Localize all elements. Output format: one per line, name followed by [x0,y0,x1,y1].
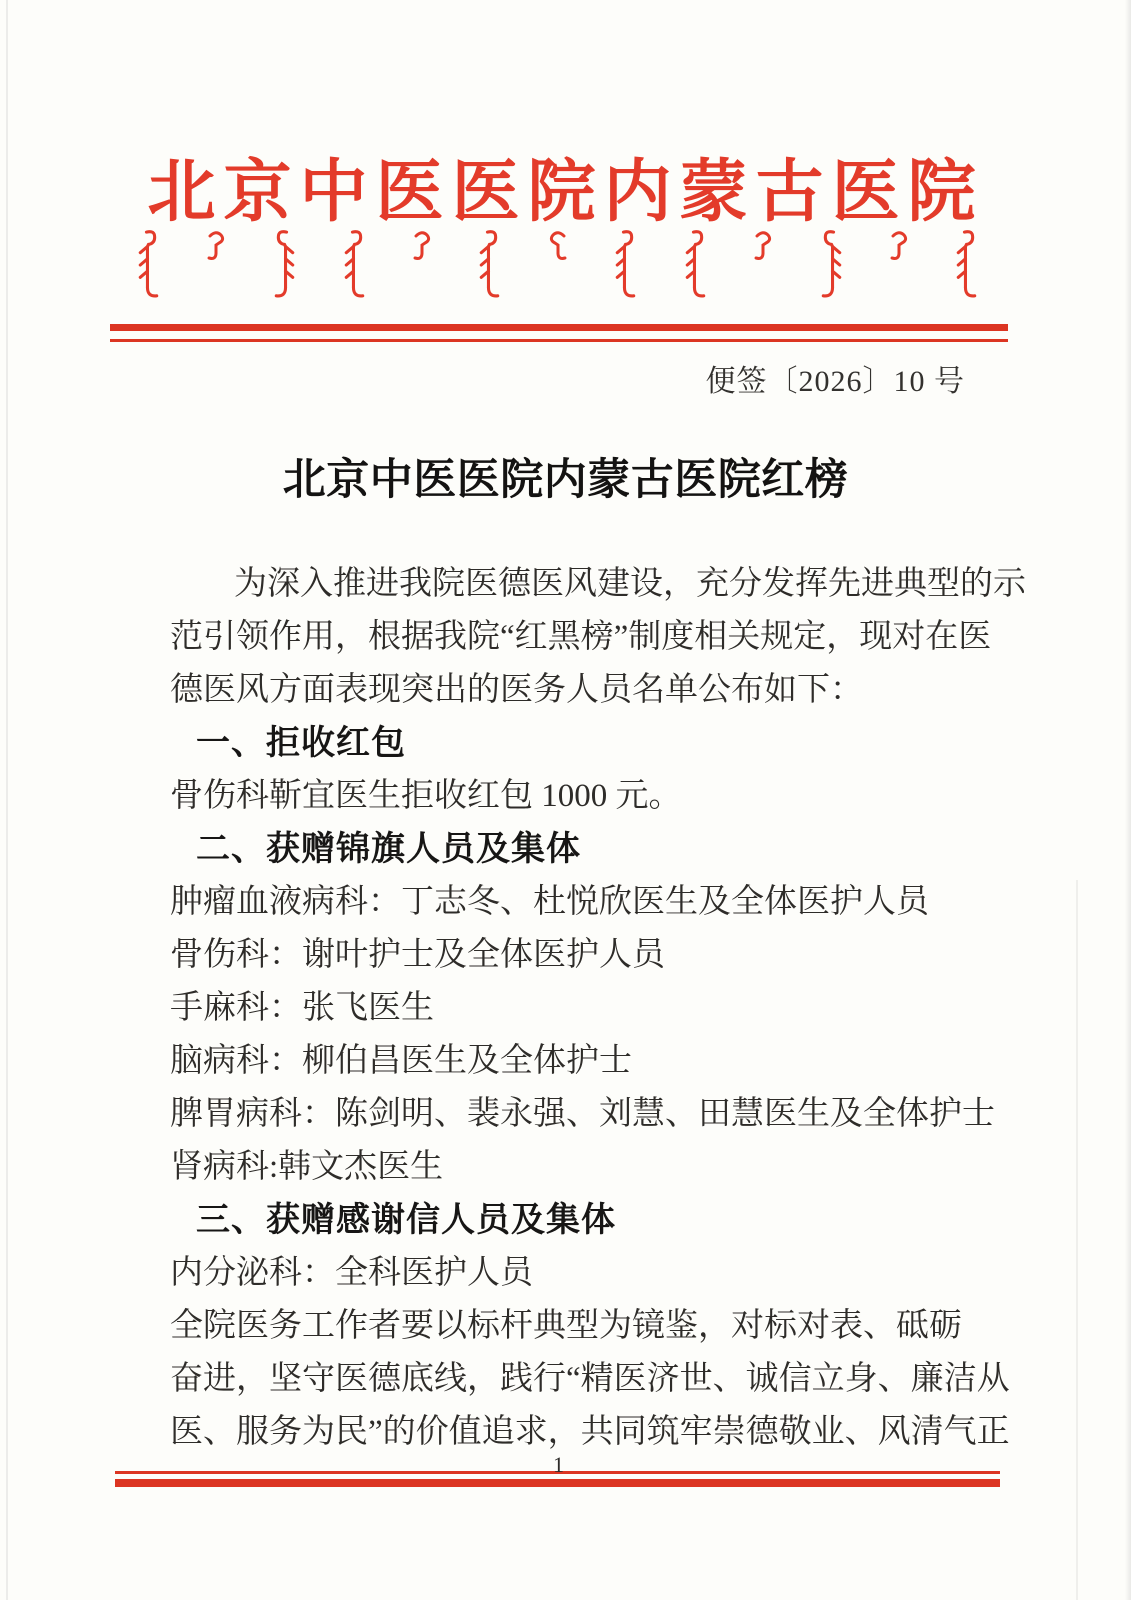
doc-title: 北京中医医院内蒙古医院红榜 [282,457,849,504]
scan-edge-artifact [1076,880,1078,1600]
body-line: 为深入推进我院医德医风建设，充分发挥先进典型的示 [234,566,1026,602]
body-line: 手麻科：张飞医生 [170,990,434,1026]
doc-number: 便签〔2026〕10 号 [705,365,965,398]
mongolian-word [271,228,298,307]
rule-thick [115,1479,1000,1487]
scan-edge-artifact [6,0,8,1600]
body-line: 奋进，坚守医德底线，践行“精医济世、诚信立身、廉洁从 [170,1361,1010,1397]
body-line: 骨伤科靳宜医生拒收红包 1000 元。 [170,778,682,814]
body-line: 范引领作用，根据我院“红黑榜”制度相关规定，现对在医 [170,619,992,655]
body-line: 骨伤科：谢叶护士及全体医护人员 [170,937,665,973]
page-number: 1 [553,1452,564,1477]
body-line: 医、服务为民”的价值追求，共同筑牢崇德敬业、风清气正 [170,1414,1010,1450]
letterhead-rule [110,324,1008,342]
body-line: 德医风方面表现突出的医务人员名单公布如下： [170,672,863,708]
body-line: 脾胃病科：陈剑明、裴永强、刘慧、田慧医生及全体护士 [170,1096,995,1132]
mongolian-word [476,228,503,307]
body-line: 脑病科：柳伯昌医生及全体护士 [170,1043,632,1079]
mongolian-word [953,228,980,307]
rule-thin [110,339,1008,342]
body-line: 全院医务工作者要以标杆典型为镜鉴，对标对表、砥砺 [170,1308,962,1344]
mongolian-script-row [135,228,980,304]
body-line: 肿瘤血液病科：丁志冬、杜悦欣医生及全体医护人员 [170,884,929,920]
mongolian-word [752,228,774,269]
mongolian-word [341,228,368,307]
body-text [170,558,1026,1459]
section-heading-1: 一、拒收红包 [196,724,406,762]
mongolian-word [411,228,433,269]
mongolian-word [682,228,709,307]
mongolian-word [612,228,639,307]
letterhead-org-name: 北京中医医院内蒙古医院 [147,154,984,230]
section-heading-2: 二、获赠锦旗人员及集体 [196,830,581,868]
mongolian-word [205,228,227,269]
mongolian-word [818,228,845,307]
section-heading-3: 三、获赠感谢信人员及集体 [196,1201,616,1239]
scan-edge-artifact [1125,0,1131,1600]
rule-thick [110,324,1008,331]
mongolian-word [547,228,569,269]
body-line: 内分泌科：全科医护人员 [170,1255,533,1291]
mongolian-word [888,228,910,269]
body-line: 肾病科:韩文杰医生 [170,1149,444,1185]
mongolian-word [135,228,162,307]
